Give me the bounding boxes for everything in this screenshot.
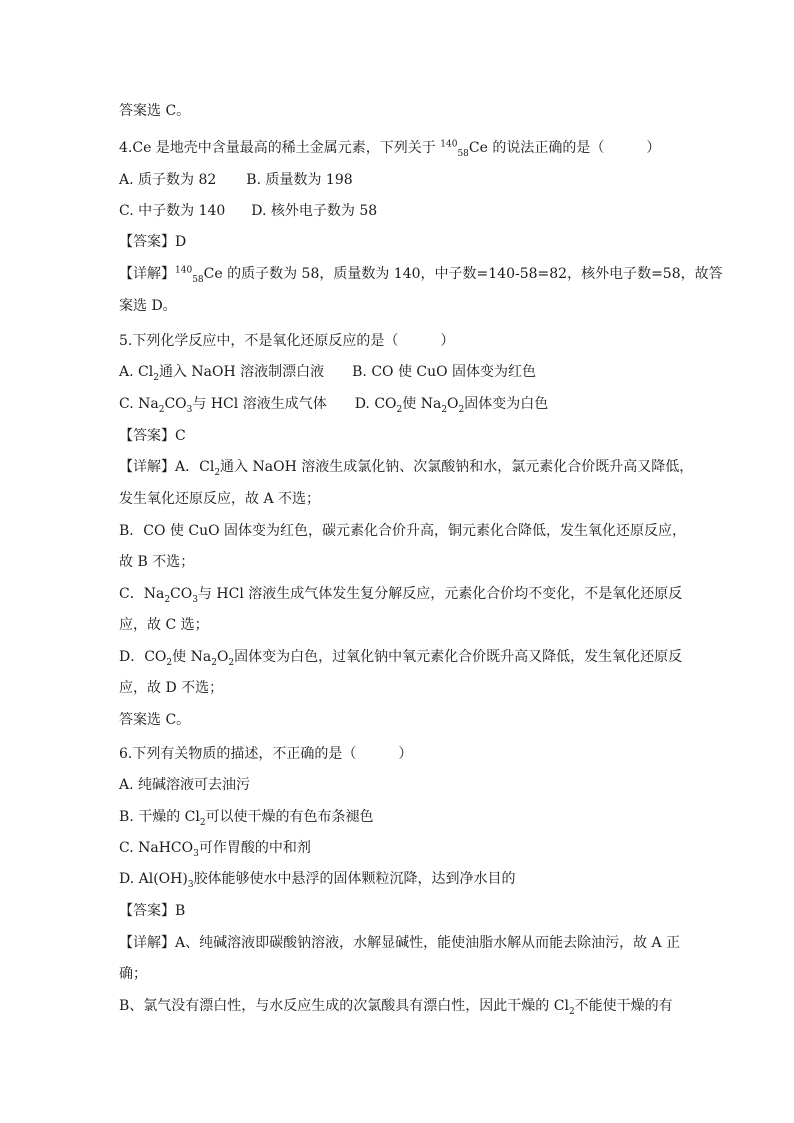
subscript: 3 [193,848,199,859]
q5-option-d-text: D. CO [354,396,397,412]
q5-option-a [119,364,325,383]
q5-options-row-2 [119,395,548,413]
q5-explanation-8: 应，故 D 不选； [119,680,224,696]
subscript: 2 [458,404,465,415]
q4-option-a: A. 质子数为 82 [119,172,217,188]
q5-option-d-text-2: 使 Na [402,396,442,412]
q4-options-row-1 [119,171,353,189]
q4-mass-number: 140 [440,139,458,150]
subscript: 2 [441,404,448,415]
q5-option-a-text-2: 通入 NaOH 溶液制漂白液 [158,364,325,380]
q5-options-row-1 [119,363,536,381]
subscript: 2 [158,404,165,415]
q6-option-c [119,839,311,857]
subscript: 2 [164,594,171,605]
q4-answer: 【答案】D [119,234,187,250]
q4-text-post: Ce 的说法正确的是（ ） [468,140,661,156]
subscript: 3 [187,879,194,890]
q5-answer: 【答案】C [119,428,186,444]
q6-option-d-text: D. Al(OH) [119,871,188,887]
subscript: 2 [166,657,173,668]
q4-explanation-2: 案选 D。 [119,298,177,314]
q5-explanation-4: 故 B 不选； [119,554,195,570]
q6-explanation-2: 确； [119,966,147,982]
q5-exp-text: 【详解】A．Cl [119,459,215,475]
subscript: 2 [214,467,221,478]
q6-answer: 【答案】B [119,903,186,919]
subscript: 2 [153,372,159,383]
subscript: 2 [228,657,235,668]
q5-option-d-text-4: 固体变为白色 [464,396,549,412]
q5-option-c [119,396,327,415]
q4-atomic-number: 58 [457,148,469,159]
q6-option-c-text: C. NaHCO [119,840,194,856]
subscript: 2 [211,657,217,668]
q6-option-c-text-2: 可作胃酸的中和剂 [198,840,311,856]
q5-option-c-text-2: CO [164,396,187,412]
answer-line: 答案选 C。 [119,103,191,119]
q5-explanation-7 [119,648,682,666]
question-5-stem: 5.下列化学反应中，不是氧化还原反应的是（ ） [119,333,455,349]
question-4-stem [119,139,660,157]
q5-option-c-text-3: 与 HCl 溶液生成气体 [192,396,327,412]
q6-option-a: A. 纯碱溶液可去油污 [119,777,251,793]
subscript: 3 [192,594,198,605]
q6-exp-text: B、氯气没有漂白性，与水反应生成的次氯酸具有漂白性，因此干燥的 Cl [119,998,569,1014]
subscript: 3 [186,404,193,415]
q5-exp-text-2: 通入 NaOH 溶液生成氯化钠、次氯酸钠和水，氯元素化合价既升高又降低， [220,459,694,475]
q6-option-d-text-2: 胶体能够使水中悬浮的固体颗粒沉降，达到净水目的 [193,871,516,887]
q4-explanation-1 [119,265,723,283]
subscript: 2 [568,1006,575,1017]
q5-explanation-3: B．CO 使 CuO 固体变为红色，碳元素化合价升高，铜元素化合降低，发生氧化还原反应， [119,523,687,539]
q6-exp-text-2: 不能使干燥的有 [574,998,673,1014]
q5-option-b: B. CO 使 CuO 固体变为红色 [352,364,537,380]
q4-options-row-2 [119,202,377,220]
q6-option-b-text-2: 可以使干燥的有色布条褪色 [205,809,374,825]
q6-explanation-3 [119,997,673,1015]
q5-explanation-1 [119,458,693,476]
q6-explanation-1: 【详解】A、纯碱溶液即碳酸钠溶液，水解显碱性，能使油脂水解从而能去除油污，故 A 正 [119,935,681,951]
q4-option-b: B. 质量数为 198 [246,172,353,188]
question-6-stem: 6.下列有关物质的描述，不正确的是（ ） [119,746,413,762]
q5-exp-text: C．Na [119,586,165,602]
q4-exp-mass-number: 140 [175,265,193,276]
q5-exp-text-3: O [216,649,229,665]
q6-option-d [119,870,516,888]
q4-exp-atomic-number: 58 [192,274,204,285]
q5-exp-text-2: CO [170,586,193,602]
q4-text-pre: 4.Ce 是地壳中含量最高的稀土金属元素，下列关于 [119,140,441,156]
q5-exp-text-2: 使 Na [172,649,212,665]
q4-explanation-label: 【详解】 [119,266,175,282]
subscript: 2 [396,404,403,415]
q5-option-c-text: C. Na [119,396,159,412]
q5-explanation-2: 发生氧化还原反应，故 A 不选； [119,491,321,507]
q6-option-b [119,808,374,826]
q4-explanation-text: Ce 的质子数为 58，质量数为 140，中子数=140-58=82，核外电子数=58，故答 [203,266,723,282]
q5-explanation-6: 应，故 C 选； [119,617,209,633]
q5-explanation-9: 答案选 C。 [119,712,191,728]
q5-option-d [354,396,549,415]
q4-option-c: C. 中子数为 140 [119,203,226,219]
q5-explanation-5 [119,585,682,603]
q5-exp-text-3: 与 HCl 溶液生成气体发生复分解反应，元素化合价均不变化，不是氧化还原反 [197,586,683,602]
q5-exp-text: D．CO [119,649,167,665]
q5-exp-text-4: 固体变为白色，过氧化钠中氧元素化合价既升高又降低，发生氧化还原反 [234,649,683,665]
q6-option-b-text: B. 干燥的 Cl [119,809,200,825]
q5-option-a-text: A. Cl [119,364,154,380]
q4-option-d: D. 核外电子数为 58 [251,203,378,219]
q5-option-d-text-3: O [447,396,459,412]
subscript: 2 [199,817,206,828]
